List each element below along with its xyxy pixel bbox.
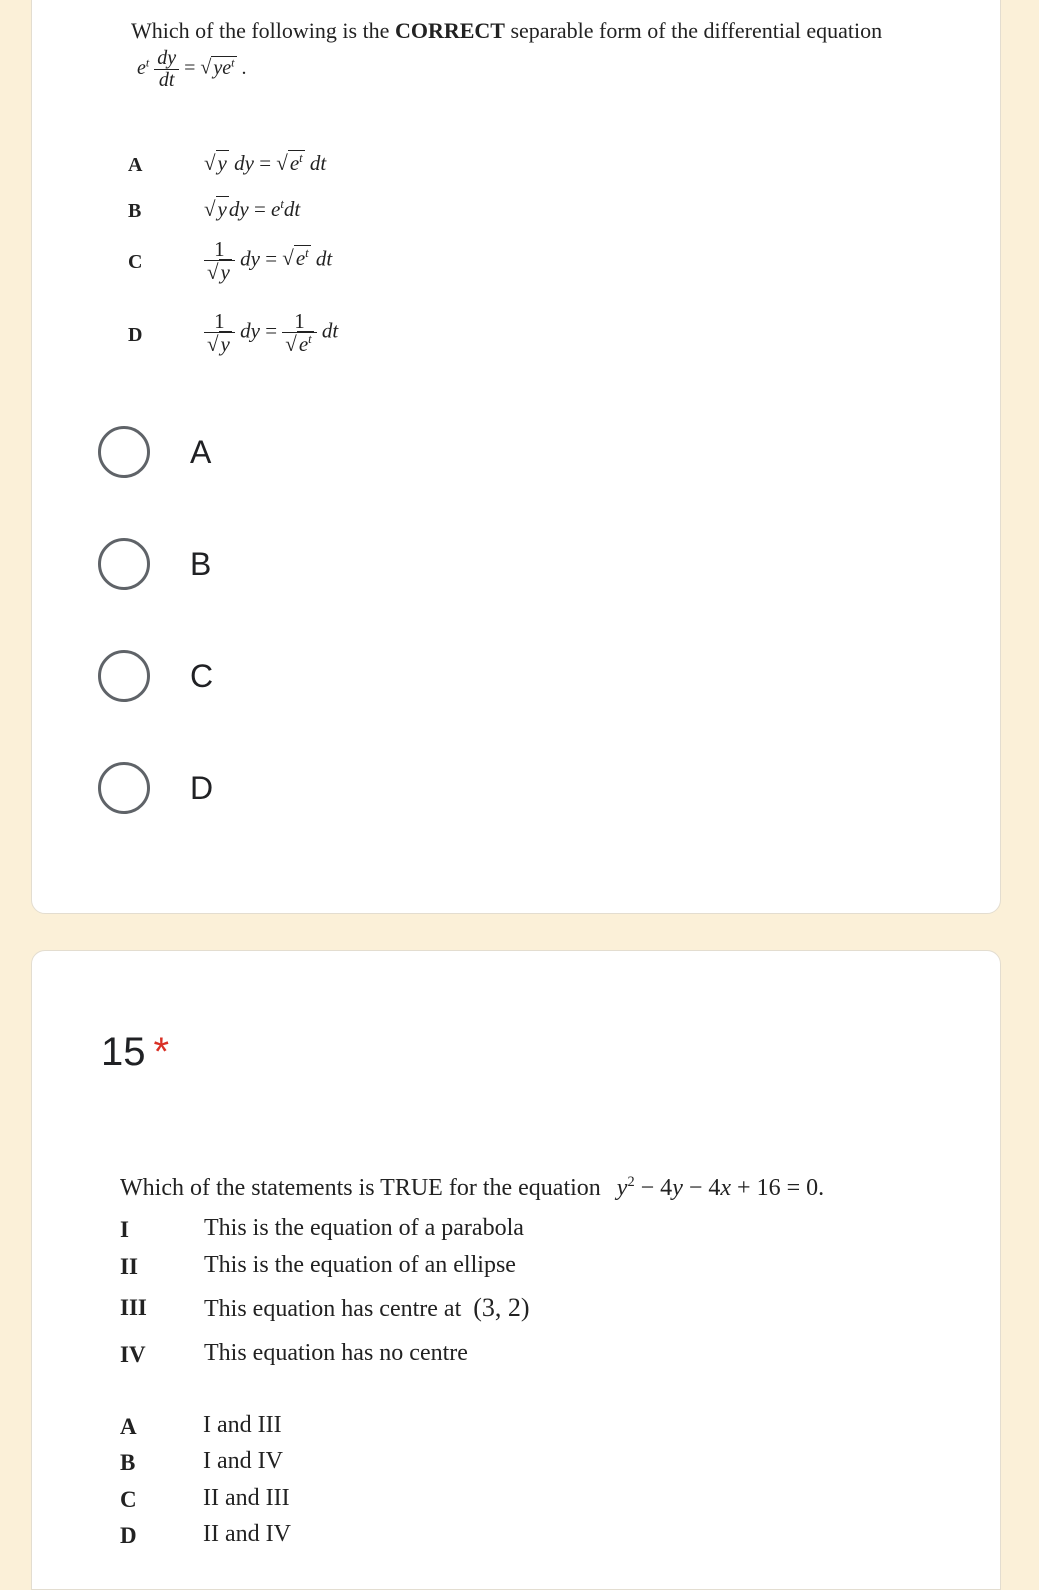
q15-opt-d-text: II and IV xyxy=(203,1521,291,1547)
eq-derivative xyxy=(154,48,179,91)
opt-b-eq: = xyxy=(253,197,266,221)
opt-d-lhs-num: 1 xyxy=(204,310,235,333)
eq-den: dt xyxy=(158,69,175,91)
q14-opt-b-letter: B xyxy=(128,200,142,222)
radio-option-c-label: C xyxy=(190,658,214,694)
opt-c-lhs-rad: y xyxy=(220,260,230,285)
radio-option-b-label: B xyxy=(190,546,212,582)
statement-ii-num: II xyxy=(120,1254,138,1279)
opt-c-lhs-num: 1 xyxy=(204,238,235,261)
q14-prompt-rest: separable form of the differential equation xyxy=(504,18,883,43)
opt-d-rhs-d: dt xyxy=(321,318,339,343)
q15-opt-d-letter: D xyxy=(120,1523,137,1548)
radio-circle-icon[interactable] xyxy=(98,650,150,702)
q15-number xyxy=(101,1030,169,1075)
q14-opt-a-letter: A xyxy=(128,154,143,176)
q15-eq-tail: + 16 = 0 xyxy=(731,1175,819,1201)
q15-eq-minus4: − 4 xyxy=(634,1175,673,1201)
q15-equation xyxy=(617,1175,824,1201)
opt-d-eq: = xyxy=(265,318,278,343)
opt-b-rhs-base: e xyxy=(271,197,281,221)
q14-equation xyxy=(137,48,247,91)
radio-circle-icon[interactable] xyxy=(98,426,150,478)
opt-c-eq: = xyxy=(265,246,278,271)
radio-circle-icon[interactable] xyxy=(98,762,150,814)
statement-iii-text: This equation has centre at xyxy=(204,1296,462,1322)
statement-iv-num: IV xyxy=(120,1342,146,1367)
opt-a-lhs-d: dy xyxy=(234,151,254,175)
opt-a-rhs-exp: t xyxy=(299,151,303,165)
eq-rad-exp: t xyxy=(231,55,235,70)
q14-opt-d-expr: $\frac{1}{√y}$ dy = $\frac{1}{√e^t}$ dt xyxy=(204,310,338,355)
opt-c-rhs-d: dt xyxy=(315,246,333,271)
opt-d-lhs-d: dy xyxy=(240,318,260,343)
eq-coef: e xyxy=(137,57,146,80)
q15-eq-end: . xyxy=(818,1175,825,1201)
statement-i-text: This is the equation of a parabola xyxy=(204,1215,524,1241)
opt-a-rhs-rad: e xyxy=(289,151,300,175)
eq-rad: ye xyxy=(213,57,232,80)
opt-c-rhs-exp: t xyxy=(305,246,309,261)
statement-iii xyxy=(204,1293,530,1323)
eq-end: . xyxy=(241,57,247,80)
opt-c-lhs-d: dy xyxy=(240,246,260,271)
radio-option-a[interactable] xyxy=(98,426,498,482)
q15-eq-y: y xyxy=(616,1175,628,1201)
statement-iv-text: This equation has no centre xyxy=(204,1340,468,1366)
eq-num: dy xyxy=(154,48,179,70)
q14-prompt xyxy=(131,18,882,44)
opt-b-lhs-rad: y xyxy=(217,197,227,221)
q15-opt-c-text: II and III xyxy=(203,1485,290,1511)
q14-opt-a-expr: √y dy = $√e^t$ dt xyxy=(204,151,327,175)
eq-equals: = xyxy=(184,57,196,80)
statement-i-num: I xyxy=(120,1217,129,1242)
q15-opt-a-letter: A xyxy=(120,1414,137,1439)
opt-b-lhs-d: dy xyxy=(228,197,249,221)
statement-iii-num: III xyxy=(120,1295,147,1320)
q15-prompt xyxy=(120,1174,824,1202)
question-15-card xyxy=(31,950,1001,1590)
radio-option-b[interactable] xyxy=(98,538,498,594)
radio-option-c[interactable] xyxy=(98,650,498,706)
radio-option-a-label: A xyxy=(190,434,212,470)
q15-eq-y2: y xyxy=(672,1175,683,1201)
q14-opt-b-expr: $√ydy = e^tdt$ xyxy=(204,197,301,221)
q14-prompt-text: Which of the following is the xyxy=(131,18,395,43)
q15-opt-c-letter: C xyxy=(120,1487,137,1512)
opt-c-rhs-rad: e xyxy=(295,246,306,271)
opt-a-eq: = xyxy=(259,151,272,175)
opt-d-lhs-rad: y xyxy=(220,332,230,357)
q14-prompt-bold: CORRECT xyxy=(394,18,505,43)
required-star-icon: * xyxy=(153,1030,170,1074)
opt-d-rhs-exp: t xyxy=(308,332,312,347)
q15-eq-y-exp: 2 xyxy=(627,1174,635,1190)
opt-a-lhs-rad: y xyxy=(217,151,227,175)
opt-b-rhs-exp: t xyxy=(280,197,284,211)
opt-b-rhs-d: dt xyxy=(283,197,301,221)
q15-eq-x: x xyxy=(720,1175,732,1201)
q15-opt-b-letter: B xyxy=(120,1450,136,1475)
q14-opt-c-expr: $\frac{1}{√y}$ dy = $√e^t$ dt xyxy=(204,238,332,283)
q14-opt-d-letter: D xyxy=(128,324,143,346)
radio-option-d[interactable] xyxy=(98,762,498,818)
q15-opt-b-text: I and IV xyxy=(203,1448,283,1474)
statement-iii-centre: (3, 2) xyxy=(473,1293,530,1322)
opt-d-rhs-rad: e xyxy=(298,332,309,357)
q15-prompt-text: Which of the statements is TRUE for the equation xyxy=(120,1175,601,1201)
q14-opt-c-letter: C xyxy=(128,251,143,273)
radio-option-d-label: D xyxy=(190,770,214,806)
opt-a-rhs-d: dt xyxy=(309,151,327,175)
radio-circle-icon[interactable] xyxy=(98,538,150,590)
eq-sqrt: √ $ye^t$ xyxy=(200,55,235,80)
q15-number-text: 15 xyxy=(101,1030,146,1074)
eq-coef-exp: t xyxy=(145,55,150,70)
statement-ii-text: This is the equation of an ellipse xyxy=(204,1252,516,1278)
opt-d-rhs-num: 1 xyxy=(282,310,316,333)
q15-eq-minus4b: − 4 xyxy=(682,1175,721,1201)
q15-opt-a-text: I and III xyxy=(203,1412,282,1438)
